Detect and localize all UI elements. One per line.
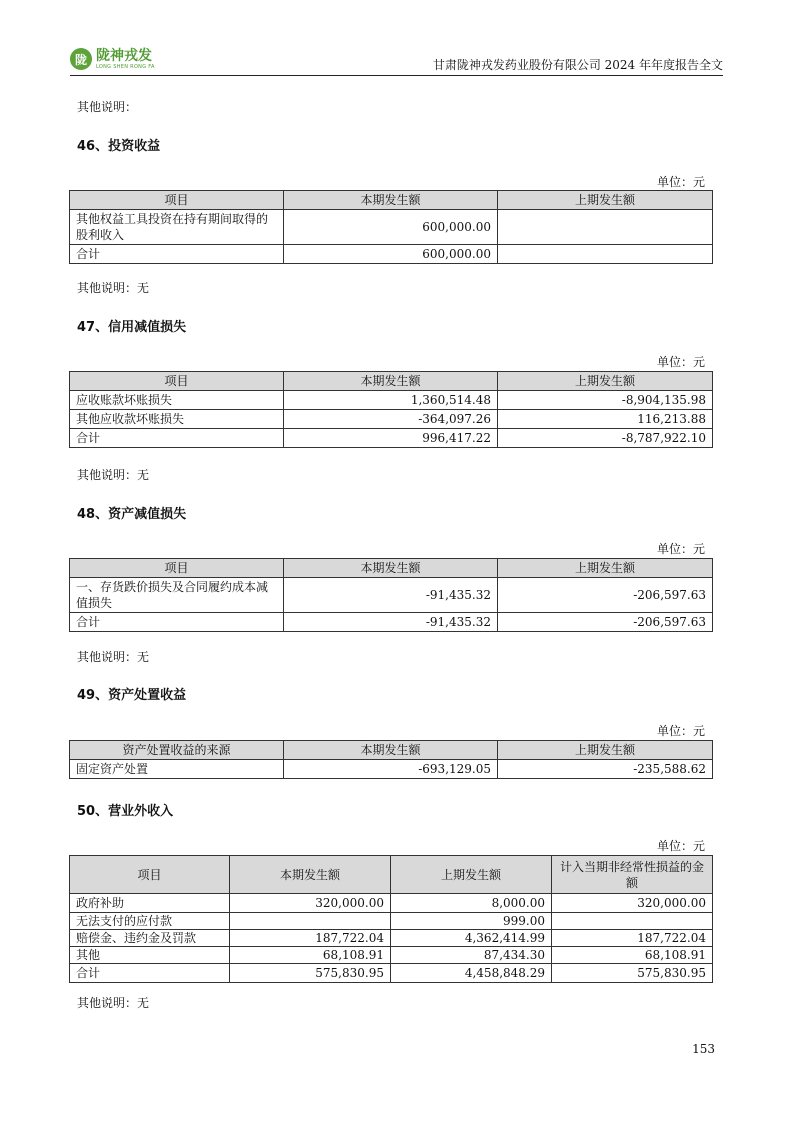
- row-current: 68,108.91: [230, 947, 391, 964]
- logo-name-cn: 陇神戎发: [96, 47, 152, 64]
- section-47-unit: 单位：元: [656, 355, 705, 369]
- section-46-note: 其他说明：无: [77, 281, 150, 295]
- row-item: 合计: [70, 245, 284, 264]
- table-header-row: [70, 372, 713, 391]
- table-header-row: [70, 856, 713, 894]
- row-item: 无法支付的应付款: [70, 913, 230, 930]
- section-49-unit: 单位：元: [656, 724, 705, 738]
- col-header-item: 项目: [70, 191, 284, 210]
- table-row: [70, 760, 713, 779]
- col-header-item: 项目: [70, 372, 284, 391]
- row-item: 固定资产处置: [70, 760, 284, 779]
- row-previous: 4,458,848.29: [391, 964, 552, 983]
- table-header-row: [70, 191, 713, 210]
- col-header-nonrecurring: 计入当期非经常性损益的金额: [552, 856, 713, 894]
- table-header-row: [70, 559, 713, 578]
- row-previous: -206,597.63: [498, 613, 713, 632]
- row-item: 政府补助: [70, 894, 230, 913]
- section-46-title: 46、投资收益: [77, 139, 161, 154]
- row-nonrecurring: [552, 913, 713, 930]
- investment-income-table: [69, 190, 713, 264]
- table-row: [70, 210, 713, 245]
- col-header-source: 资产处置收益的来源: [70, 741, 284, 760]
- table-row: [70, 410, 713, 429]
- col-header-previous: 上期发生额: [498, 372, 713, 391]
- row-previous: -8,787,922.10: [498, 429, 713, 448]
- row-current: 575,830.95: [230, 964, 391, 983]
- col-header-previous: 上期发生额: [498, 741, 713, 760]
- table-row-total: [70, 964, 713, 983]
- row-current: [230, 913, 391, 930]
- col-header-item: 项目: [70, 559, 284, 578]
- row-nonrecurring: 187,722.04: [552, 930, 713, 947]
- row-current: -364,097.26: [284, 410, 498, 429]
- col-header-previous: 上期发生额: [498, 559, 713, 578]
- section-49-title: 49、资产处置收益: [77, 688, 187, 703]
- row-item: 应收账款坏账损失: [70, 391, 284, 410]
- table-row: [70, 947, 713, 964]
- asset-disposal-table: [69, 740, 713, 779]
- row-previous: [498, 245, 713, 264]
- row-item: 一、存货跌价损失及合同履约成本减值损失: [70, 578, 284, 613]
- row-current: 1,360,514.48: [284, 391, 498, 410]
- row-item: 其他: [70, 947, 230, 964]
- row-item: 其他权益工具投资在持有期间取得的股利收入: [70, 210, 284, 245]
- row-current: -91,435.32: [284, 613, 498, 632]
- table-header-row: [70, 741, 713, 760]
- page-header: [70, 44, 723, 76]
- intro-note: 其他说明：: [77, 100, 138, 114]
- col-header-previous: 上期发生额: [391, 856, 552, 894]
- row-previous: -206,597.63: [498, 578, 713, 613]
- page-number: 153: [692, 1042, 715, 1056]
- row-previous: 4,362,414.99: [391, 930, 552, 947]
- row-item: 赔偿金、违约金及罚款: [70, 930, 230, 947]
- col-header-item: 项目: [70, 856, 230, 894]
- row-previous: -8,904,135.98: [498, 391, 713, 410]
- row-previous: 116,213.88: [498, 410, 713, 429]
- col-header-current: 本期发生额: [284, 559, 498, 578]
- row-previous: [498, 210, 713, 245]
- table-row-total: [70, 613, 713, 632]
- table-row-total: [70, 429, 713, 448]
- table-row-total: [70, 245, 713, 264]
- col-header-previous: 上期发生额: [498, 191, 713, 210]
- table-row: [70, 578, 713, 613]
- row-current: -91,435.32: [284, 578, 498, 613]
- logo-name-en: LONG SHEN RONG FA: [96, 63, 155, 70]
- section-48-unit: 单位：元: [656, 542, 705, 556]
- section-46-unit: 单位：元: [656, 175, 705, 189]
- table-row: [70, 391, 713, 410]
- logo-mark-icon: 陇: [70, 48, 92, 70]
- row-current: 600,000.00: [284, 245, 498, 264]
- row-previous: 999.00: [391, 913, 552, 930]
- row-nonrecurring: 575,830.95: [552, 964, 713, 983]
- credit-impairment-table: [69, 371, 713, 448]
- row-previous: 87,434.30: [391, 947, 552, 964]
- col-header-current: 本期发生额: [284, 741, 498, 760]
- row-item: 合计: [70, 429, 284, 448]
- table-row: [70, 913, 713, 930]
- row-current: 996,417.22: [284, 429, 498, 448]
- asset-impairment-table: [69, 558, 713, 632]
- col-header-current: 本期发生额: [284, 191, 498, 210]
- row-previous: 8,000.00: [391, 894, 552, 913]
- section-47-note: 其他说明：无: [77, 468, 150, 482]
- row-current: 320,000.00: [230, 894, 391, 913]
- table-row: [70, 930, 713, 947]
- company-logo: [70, 46, 155, 72]
- row-current: 600,000.00: [284, 210, 498, 245]
- row-item: 合计: [70, 964, 230, 983]
- section-48-title: 48、资产减值损失: [77, 507, 187, 522]
- section-48-note: 其他说明：无: [77, 650, 150, 664]
- section-50-title: 50、营业外收入: [77, 804, 174, 819]
- row-nonrecurring: 68,108.91: [552, 947, 713, 964]
- section-50-note: 其他说明：无: [77, 996, 150, 1010]
- row-current: 187,722.04: [230, 930, 391, 947]
- non-operating-income-table: [69, 855, 713, 983]
- row-nonrecurring: 320,000.00: [552, 894, 713, 913]
- report-title: 甘肃陇神戎发药业股份有限公司 2024 年年度报告全文: [432, 58, 723, 72]
- table-row: [70, 894, 713, 913]
- row-item: 其他应收款坏账损失: [70, 410, 284, 429]
- row-item: 合计: [70, 613, 284, 632]
- row-previous: -235,588.62: [498, 760, 713, 779]
- row-current: -693,129.05: [284, 760, 498, 779]
- col-header-current: 本期发生额: [230, 856, 391, 894]
- section-47-title: 47、信用减值损失: [77, 320, 187, 335]
- section-50-unit: 单位：元: [656, 839, 705, 853]
- col-header-current: 本期发生额: [284, 372, 498, 391]
